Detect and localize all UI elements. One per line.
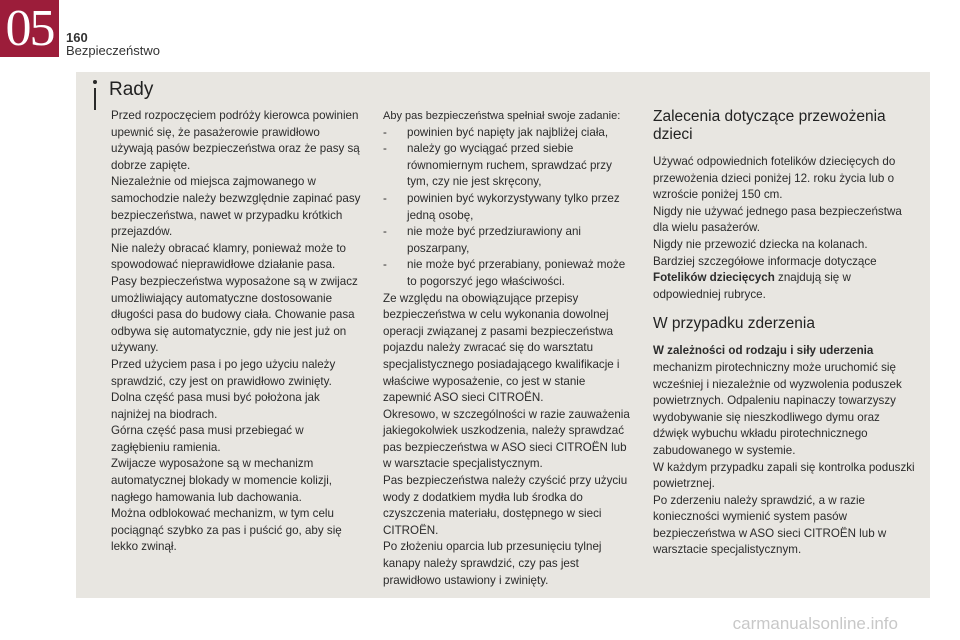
paragraph: Okresowo, w szczególności w razie zauważenia jakiegokolwiek uszkodzenia, należy sprawdzać pas bezpieczeństwa w ASO sieci CITROËN lub w warsztacie specjalistycznym.	[383, 407, 630, 471]
paragraph: Nigdy nie przewozić dziecka na kolanach.	[653, 237, 868, 251]
paragraph: Nie należy obracać klamry, ponieważ może to spowodować nieprawidłowe działanie pasa.	[111, 241, 346, 272]
page-section-title: Bezpieczeństwo	[66, 43, 160, 58]
paragraph-collision: W zależności od rodzaju i siły uderzenia mechanizm pirotechniczny może uruchomić się wcześniej i niezależnie od wyzwolenia poduszek powietrznych. Odpaleniu napinaczy towarzyszy wydobywanie się nieszkodliwego dymu oraz dźwięk wybuchu wkładu pirotechnicznego zabudowanego w systemie.	[653, 344, 902, 457]
paragraph: Po złożeniu oparcia lub przesunięciu tylnej kanapy należy sprawdzić, czy pas jest prawidłowo ustawiony i zwinięty.	[383, 540, 602, 587]
list-item: - należy go wyciągać przed siebie równomiernym ruchem, sprawdzać przy tym, czy nie jest skręcony,	[383, 142, 612, 189]
paragraph: Przed rozpoczęciem podróży kierowca powinien upewnić się, że pasażerowie prawidłowo używają pasów bezpieczeństwa oraz że pasy są dobrze zapięte.	[111, 109, 360, 172]
paragraph: Po zderzeniu należy sprawdzić, a w razie konieczności wymienić system pasów bezpieczeństwa w ASO sieci CITROËN lub w warsztacie specjalistycznym.	[653, 493, 887, 557]
paragraph: Zwijacze wyposażone są w mechanizm automatycznej blokady w momencie kolizji, nagłego hamowania lub dachowania.	[111, 457, 333, 504]
paragraph: Pas bezpieczeństwa należy czyścić przy użyciu wody z dodatkiem mydła lub środka do czyszczenia materiału, dostępnego w sieci CITROËN.	[383, 474, 628, 537]
list-item: - nie może być przerabiany, ponieważ może to pogorszyć jego właściwości.	[383, 258, 626, 288]
paragraph: Górna część pasa musi przebiegać w zagłębieniu ramienia.	[111, 424, 304, 454]
child-seats-reference: Fotelików dziecięcych	[653, 271, 775, 285]
paragraph: Pasy bezpieczeństwa wyposażone są w zwijacz umożliwiający automatyczne dostosowanie długości pasa do budowy ciała. Chowanie pasa odbywa się automatycznie, gdy nie jest już on używany.	[111, 274, 358, 355]
heading-collision: W przypadku zderzenia	[653, 315, 815, 333]
list-item: - powinien być wykorzystywany tylko przez jedną osobę,	[383, 191, 620, 222]
paragraph: Nigdy nie używać jednego pasa bezpieczeństwa dla wielu pasażerów.	[653, 204, 902, 235]
paragraph: Przed użyciem pasa i po jego użyciu należy sprawdzić, czy jest on prawidłowo zwinięty.	[111, 357, 336, 388]
paragraph-child-seats: Bardziej szczegółowe informacje dotyczące Fotelików dziecięcych znajdują się w odpowiedniej rubryce.	[653, 254, 877, 301]
paragraph: Niezależnie od miejsca zajmowanego w samochodzie należy bezwzględnie zapinać pasy bezpieczeństwa, nawet w przypadku krótkich przejazdów.	[111, 175, 361, 239]
heading-child-transport: Zalecenia dotyczące przewożenia dzieci	[653, 108, 886, 143]
paragraph: Ze względu na obowiązujące przepisy bezpieczeństwa w celu wykonania dowolnej operacji związanej z pasami bezpieczeństwa pojazdu należy zwracać się do warsztatu specjalistycznego posiadającego kwalifikacje i właściwe wyposażenie, co jest w stanie zapewnić ASO sieci CITROËN.	[383, 291, 620, 405]
section-title: Rady	[109, 79, 154, 100]
column-2	[383, 108, 635, 589]
bullets-intro: Aby pas bezpieczeństwa spełniał swoje zadanie:	[383, 110, 621, 122]
info-icon	[88, 80, 102, 110]
paragraph: W każdym przypadku zapali się kontrolka poduszki powietrznej.	[653, 460, 915, 491]
paragraph: Używać odpowiednich fotelików dziecięcych do przewożenia dzieci poniżej 12. roku życia lub o wzroście poniżej 150 cm.	[653, 155, 896, 202]
column-1	[111, 108, 361, 556]
chapter-number-tab: 05	[0, 0, 59, 57]
paragraph: Można odblokować mechanizm, w tym celu pociągnąć szybko za pas i puścić go, aby się lekko zwinął.	[111, 507, 342, 554]
paragraph: Dolna część pasa musi być położona jak najniżej na biodrach.	[111, 391, 320, 421]
list-item: - nie może być przedziurawiony ani poszarpany,	[383, 225, 581, 255]
list-item: - powinien być napięty jak najbliżej ciała,	[383, 125, 609, 139]
page-number: 160	[66, 30, 88, 45]
column-3	[653, 108, 915, 559]
watermark: carmanualsonline.info	[732, 614, 898, 633]
